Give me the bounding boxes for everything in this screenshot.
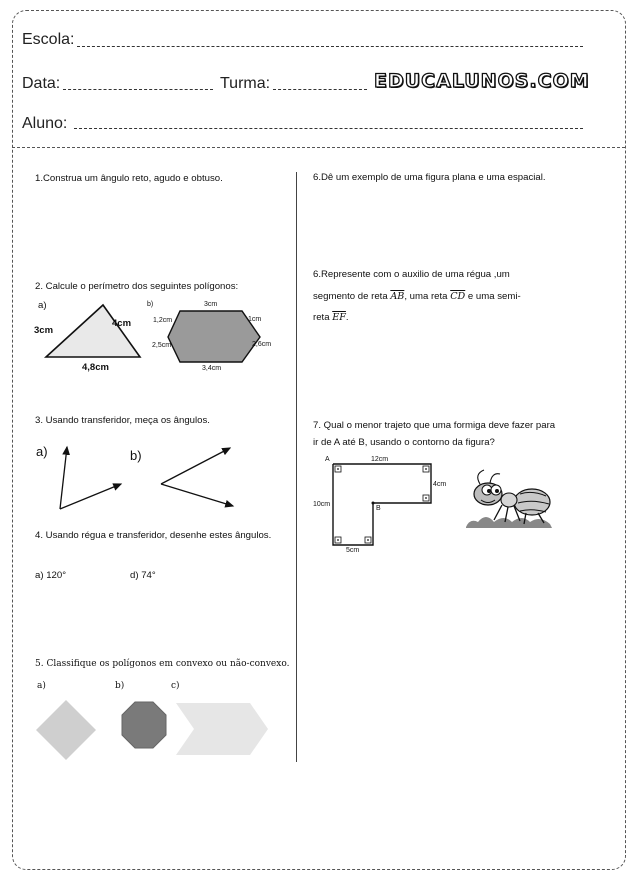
point-a-label: A: [325, 456, 330, 463]
site-logo: EDUCALUNOS.COM: [374, 70, 590, 92]
hexagon-top-left: 1,2cm: [153, 317, 173, 324]
q4-item-a: a) 120°: [35, 570, 67, 581]
triangle-side-left: 3cm: [34, 325, 54, 336]
question-3: 3. Usando transferidor, meça os ângulos.: [35, 415, 210, 426]
triangle-base: 4,8cm: [82, 362, 109, 373]
aluno-label: Aluno:: [22, 115, 68, 132]
triangle-side-right: 4cm: [112, 318, 132, 329]
question-2: 2. Calcule o perímetro dos seguintes polígonos:: [35, 281, 239, 292]
bottom-length: 5cm: [346, 547, 360, 554]
left-length: 10cm: [313, 501, 331, 508]
hexagon-top: 3cm: [204, 301, 218, 308]
question-4: 4. Usando régua e transferidor, desenhe estes ângulos.: [35, 530, 272, 541]
question-7: 7. Qual o menor trajeto que uma formiga deve fazer para ir de A até B, usando o contorno da figura?: [313, 420, 556, 448]
right-length: 4cm: [433, 481, 447, 488]
hexagon-bottom: 3,4cm: [202, 365, 222, 372]
question-1: 1.Construa um ângulo reto, agudo e obtuso.: [35, 173, 223, 184]
q3-a-label: a): [36, 444, 48, 459]
q5-a-label: a): [37, 681, 46, 691]
escola-label: Escola:: [22, 31, 75, 48]
q2-a-label: a): [38, 300, 47, 311]
line-cd: $\overline{CD}$: [450, 291, 466, 302]
question-6a: 6.Dê um exemplo de uma figura plana e uma espacial.: [313, 172, 546, 183]
hexagon-top-right: 1cm: [248, 316, 262, 323]
turma-label: Turma:: [220, 75, 271, 92]
ray-period: .: [345, 312, 349, 323]
segment-ab: $\overline{AB}$: [390, 291, 405, 302]
segment-text: segmento de reta: [313, 291, 388, 302]
q2-b-label: b): [147, 301, 154, 308]
point-b-label: B: [376, 505, 381, 512]
line-text: , uma reta: [404, 291, 448, 302]
data-label: Data:: [22, 75, 61, 92]
hexagon-bottom-left: 2,5cm: [152, 342, 172, 349]
q4-item-d: d) 74°: [130, 570, 156, 581]
ray-ef: $\overline{EF}$: [332, 312, 346, 323]
semi-text: e uma semi-: [467, 291, 521, 302]
ray-text: reta: [313, 312, 330, 323]
q5-b-label: b): [115, 681, 125, 691]
q3-b-label: b): [130, 448, 142, 463]
question-5: 5. Classifique os polígonos em convexo ou não-convexo.: [35, 659, 290, 669]
top-length: 12cm: [371, 456, 389, 463]
hexagon-bottom-right: 2,6cm: [252, 341, 272, 348]
question-6b-line1: 6.Represente com o auxilio de uma régua ,um: [313, 269, 510, 280]
q5-c-label: c): [171, 681, 180, 691]
